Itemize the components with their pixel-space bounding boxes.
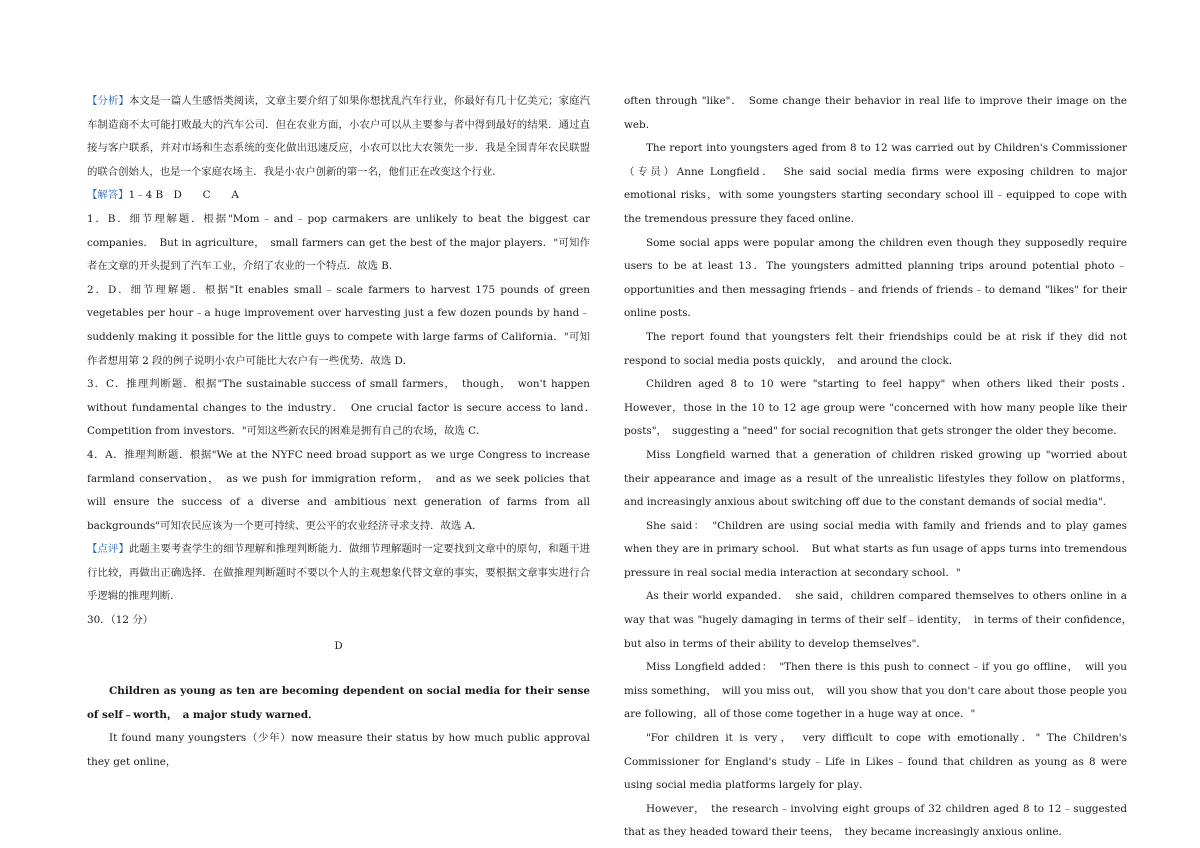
answer-item-4: 4．A．推理判断题．根据"We at the NYFC need broad support as we urge Congress to increase farmland conservation， as we push for immigration reform， and as we seek policies that will ensure the success of a diverse and ambitious next generation of farms from all backgrounds"可知农民应该为一个更可持续、更公平的农业经济寻求支持．故选 A． bbox=[87, 448, 590, 532]
article-paragraph-4: The report found that youngsters felt their friendships could be at risk if they did not respond to social media posts quickly， and around the clock． bbox=[624, 330, 1127, 367]
left-column bbox=[87, 90, 601, 775]
answer-item-1: 1．B．细节理解题．根据"Mom﹣and﹣pop carmakers are unlikely to beat the biggest car companies． But in agriculture， small farmers can get the best of the major players．"可知作者在文章的开头提到了汽车工业，介绍了农业的一个特点．故选 B． bbox=[87, 212, 590, 273]
answer-text: 1﹣4 B D C A bbox=[128, 189, 239, 202]
question-header: 30．（12 分） bbox=[87, 614, 154, 627]
analysis-label: 【分析】 bbox=[87, 95, 129, 107]
article-first-paragraph: It found many youngsters（少年）now measure their status by how much public approval they get online， bbox=[87, 732, 590, 769]
answer-item-3: 3．C．推理判断题．根据"The sustainable success of small farmers， though， won't happen without fundamental changes to the industry． One crucial factor is secure access to land． Competition from investors．"可知这些新农民的困难是拥有自己的农场，故选 C． bbox=[87, 378, 601, 438]
article-paragraph-1: often through "like"． Some change their behavior in real life to improve their image on the web． bbox=[624, 95, 1127, 131]
article-paragraph-3: Some social apps were popular among the children even though they supposedly require users to be at least 13．The youngsters admitted planning trips around potential photo﹣opportunities and then messaging friends﹣and friends of friends﹣to demand "likes" for their online posts． bbox=[624, 236, 1127, 320]
article-paragraph-2: The report into youngsters aged from 8 to 12 was carried out by Children's Commissioner （专员）Anne Longfield． She said social media firms were exposing children to major emotional risks，with some youngsters starting secondary school ill﹣equipped to cope with the tremendous pressure they faced online． bbox=[624, 142, 1127, 225]
article-paragraph-11: However， the research﹣involving eight groups of 32 children aged 8 to 12﹣suggested that as they headed toward their teens， they became increasingly anxious online． bbox=[624, 802, 1127, 839]
answer-label: 【解答】 bbox=[87, 189, 129, 202]
article-paragraph-7: She said： "Children are using social media with family and friends and to play games when they are in primary school． But what starts as fun usage of apps turns into tremendous pressure in real social media interaction at secondary school．" bbox=[624, 519, 1127, 579]
article-paragraph-5: Children aged 8 to 10 were "starting to feel happy" when others liked their posts． However，those in the 10 to 12 age group were "concerned with how many people like their posts"， suggesting a "need" for social recognition that gets stronger the older they become． bbox=[624, 378, 1138, 438]
article-paragraph-8: As their world expanded． she said，children compared themselves to others online in a way that was "hugely damaging in terms of their self﹣identity， in terms of their confidence， but also in terms of their ability to develop themselves"． bbox=[624, 590, 1138, 650]
analysis-paragraph bbox=[87, 90, 590, 184]
comment-text: 此题主要考查学生的细节理解和推理判断能力．做细节理解题时一定要找到文章中的原句，和题干进行比较，再做出正确选择．在做推理判断题时不要以个人的主观想象代替文章的事实，要根据文章事实进行合乎逻辑的推理判断． bbox=[87, 543, 591, 603]
right-column bbox=[624, 90, 1138, 845]
analysis-text: 本文是一篇人生感悟类阅读，文章主要介绍了如果你想扰乱汽车行业，你最好有几十亿美元；家庭汽车制造商不太可能打败最大的汽车公司．但在农业方面，小农户可以从主要参与者中得到最好的结果．通过直接与客户联系，并对市场和生态系统的变化做出迅速反应，小农可以比大农领先一步．我是全国青年农民联盟的联合创始人，也是一个家庭农场主．我是小农户创新的第一名，他们正在改变这个行业． bbox=[87, 95, 591, 178]
comment-label: 【点评】 bbox=[87, 543, 129, 556]
comment-paragraph bbox=[87, 538, 590, 609]
article-title: Children as young as ten are becoming dependent on social media for their sense of self﹣worth， a major study warned． bbox=[87, 685, 590, 721]
section-letter: D bbox=[334, 639, 343, 652]
article-paragraph-10: "For children it is very， very difficult to cope with emotionally．" The Children's Commissioner for England's study﹣Life in Likes﹣found that children as young as 8 were using social media platforms largely for play． bbox=[624, 732, 1127, 792]
article-paragraph-9: Miss Longfield added： "Then there is this push to connect﹣if you go offline， will you miss something， will you miss out， will you show that you don't care about those people you are following，all of those come together in a huge way at once．" bbox=[624, 661, 1127, 721]
article-paragraph-6: Miss Longfield warned that a generation of children risked growing up "worried about their appearance and image as a result of the unrealistic lifestyles they follow on platforms， and increasingly anxious about switching off due to the constant demands of social media". bbox=[624, 448, 1138, 509]
answer-item-2: 2．D．细节理解题．根据"It enables small﹣scale farmers to harvest 175 pounds of green vegetables per hour﹣a huge improvement over harvesting just a few dozen pounds by hand﹣suddenly making it possible for the little guys to compete with large farms of California．"可知作者想用第 2 段的例子说明小农户可能比大农户有一些优势．故选 D． bbox=[87, 283, 590, 367]
answer-paragraph bbox=[87, 184, 590, 208]
